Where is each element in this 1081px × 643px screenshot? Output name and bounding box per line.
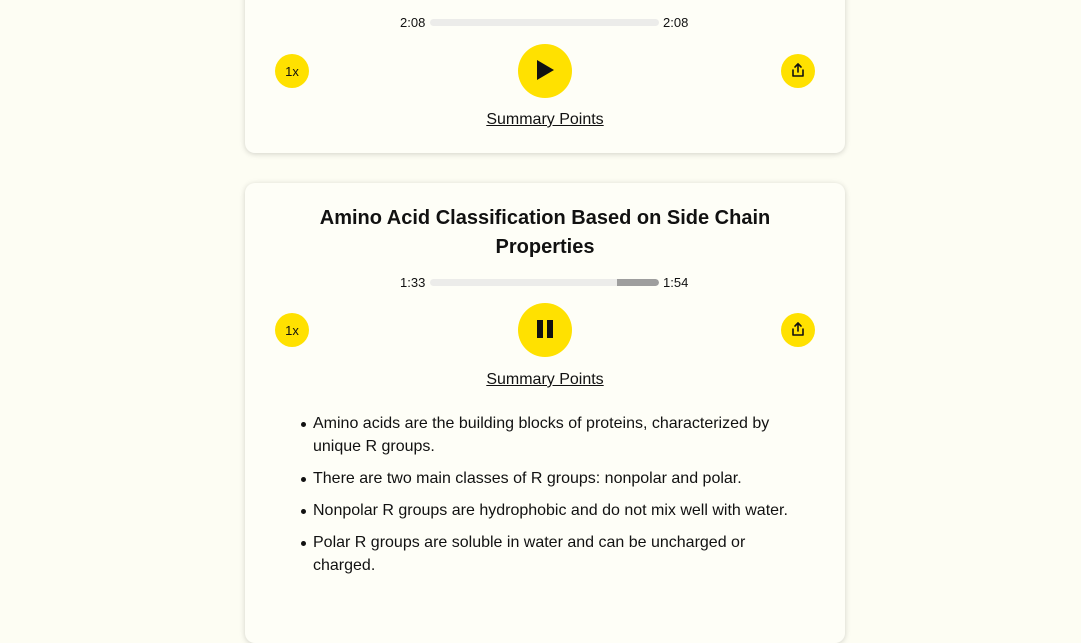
list-item: Polar R groups are soluble in water and can be uncharged or charged. xyxy=(313,531,793,577)
summary-points-link[interactable]: Summary Points xyxy=(486,111,604,128)
total-time: 1:54 xyxy=(663,275,689,290)
summary-points-link[interactable]: Summary Points xyxy=(486,371,604,388)
play-icon xyxy=(534,58,556,85)
total-time: 2:08 xyxy=(663,15,689,30)
elapsed-time: 2:08 xyxy=(400,15,426,30)
progress-fill xyxy=(617,279,659,286)
pause-button[interactable] xyxy=(518,303,572,357)
audio-card xyxy=(245,183,845,643)
share-button[interactable] xyxy=(781,313,815,347)
list-item: Amino acids are the building blocks of proteins, characterized by unique R groups. xyxy=(313,412,793,458)
play-button[interactable] xyxy=(518,44,572,98)
pause-icon xyxy=(535,319,555,342)
speed-button[interactable]: 1x xyxy=(275,313,309,347)
share-button[interactable] xyxy=(781,54,815,88)
share-icon xyxy=(790,321,806,340)
share-icon xyxy=(790,62,806,81)
progress-bar[interactable] xyxy=(430,279,659,286)
summary-points-list xyxy=(313,412,793,586)
progress-bar[interactable] xyxy=(430,19,659,26)
elapsed-time: 1:33 xyxy=(400,275,426,290)
list-item: Nonpolar R groups are hydrophobic and do not mix well with water. xyxy=(313,499,793,522)
list-item: There are two main classes of R groups: nonpolar and polar. xyxy=(313,467,793,490)
speed-button[interactable]: 1x xyxy=(275,54,309,88)
card-title: Amino Acid Classification Based on Side Chain Properties xyxy=(319,207,771,258)
audio-card xyxy=(245,0,845,153)
